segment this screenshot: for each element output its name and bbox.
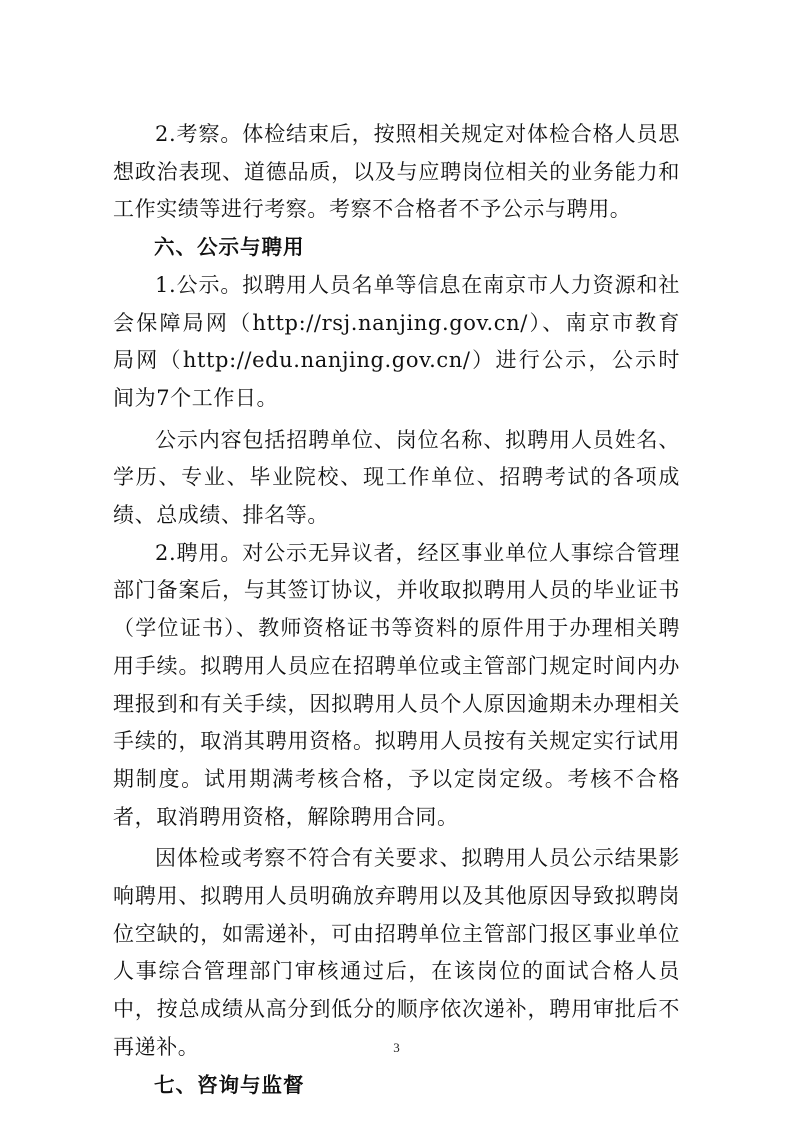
- section-heading-publicity-employment: 六、公示与聘用: [154, 235, 305, 260]
- paragraph-publicity: 1.公示。拟聘用人员名单等信息在南京市人力资源和社会保障局网（http://rsj.nanjing.gov.cn/）、南京市教育局网（http://edu.nanjing.gov.cn/）进行公示，公示时间为7个工作日。: [113, 272, 680, 410]
- page-number: 3: [393, 1040, 400, 1055]
- paragraph-publicity-content: 公示内容包括招聘单位、岗位名称、拟聘用人员姓名、学历、专业、毕业院校、现工作单位、招聘考试的各项成绩、总成绩、排名等。: [113, 427, 680, 528]
- paragraph-employment: 2.聘用。对公示无异议者，经区事业单位人事综合管理部门备案后，与其签订协议，并收取拟聘用人员的毕业证书（学位证书）、教师资格证书等资料的原件用于办理相关聘用手续。拟聘用人员应在招聘单位或主管部门规定时间内办理报到和有关手续，因拟聘用人员个人原因逾期未办理相关手续的，取消其聘用资格。拟聘用人员按有关规定实行试用期制度。试用期满考核合格，予以定岗定级。考核不合格者，取消聘用资格，解除聘用合同。: [113, 540, 680, 829]
- paragraph-inspection: 2.考察。体检结束后，按照相关规定对体检合格人员思想政治表现、道德品质，以及与应聘岗位相关的业务能力和工作实绩等进行考察。考察不合格者不予公示与聘用。: [113, 122, 680, 222]
- paragraph-replacement: 因体检或考察不符合有关要求、拟聘用人员公示结果影响聘用、拟聘用人员明确放弃聘用以及其他原因导致拟聘岗位空缺的，如需递补，可由招聘单位主管部门报区事业单位人事综合管理部门审核通过后，在该岗位的面试合格人员中，按总成绩从高分到低分的顺序依次递补，聘用审批后不再递补。: [113, 846, 680, 1059]
- document-body: [113, 116, 680, 1104]
- section-heading-consultation-supervision: 七、咨询与监督: [154, 1072, 305, 1097]
